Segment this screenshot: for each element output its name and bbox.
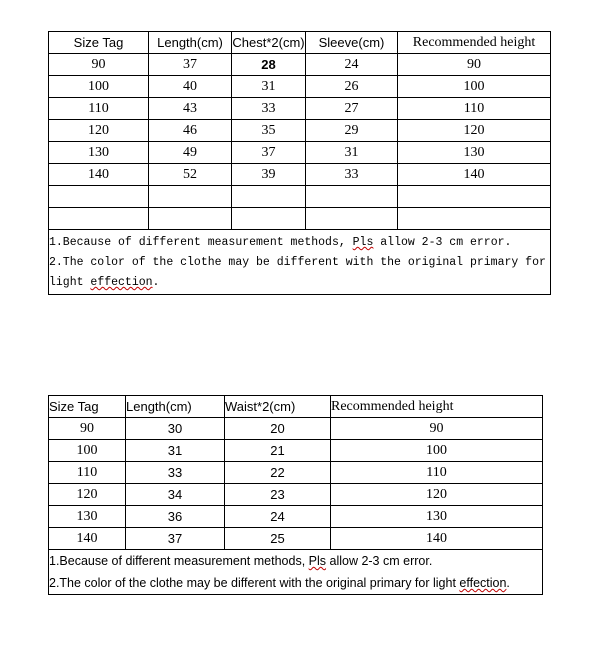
cell-length: 37	[149, 54, 232, 76]
cell-size: 130	[49, 142, 149, 164]
table-row	[49, 76, 551, 98]
note-line-2: 2.The color of the clothe may be different with the original primary for light effection.	[49, 256, 546, 289]
cell-chest: 37	[232, 142, 306, 164]
cell-length: 33	[126, 462, 225, 484]
table-row	[49, 418, 543, 440]
cell-size: 130	[49, 506, 126, 528]
header-row	[49, 396, 543, 418]
cell-length: 36	[126, 506, 225, 528]
cell-height: 120	[398, 120, 551, 142]
cell-height: 140	[398, 164, 551, 186]
header-recommended-height: Recommended height	[331, 396, 543, 418]
empty-cell	[306, 208, 398, 230]
cell-size: 110	[49, 98, 149, 120]
table-row	[49, 54, 551, 76]
header-chest: Chest*2(cm)	[232, 32, 306, 54]
cell-height: 100	[398, 76, 551, 98]
cell-size: 120	[49, 120, 149, 142]
empty-cell	[232, 208, 306, 230]
cell-length: 46	[149, 120, 232, 142]
cell-height: 130	[331, 506, 543, 528]
cell-chest: 28	[232, 54, 306, 76]
table-row	[49, 484, 543, 506]
cell-sleeve: 29	[306, 120, 398, 142]
cell-waist: 25	[225, 528, 331, 550]
cell-height: 100	[331, 440, 543, 462]
header-length: Length(cm)	[149, 32, 232, 54]
header-length: Length(cm)	[126, 396, 225, 418]
cell-length: 37	[126, 528, 225, 550]
cell-height: 90	[398, 54, 551, 76]
empty-row	[49, 186, 551, 208]
cell-size: 90	[49, 418, 126, 440]
note-line-1: 1.Because of different measurement methods, Pls allow 2-3 cm error.	[49, 554, 433, 568]
empty-cell	[149, 208, 232, 230]
notes-row	[49, 230, 551, 295]
empty-row	[49, 208, 551, 230]
table-row	[49, 120, 551, 142]
note-line-1: 1.Because of different measurement methods, Pls allow 2-3 cm error.	[49, 236, 512, 249]
cell-sleeve: 24	[306, 54, 398, 76]
cell-size: 140	[49, 164, 149, 186]
cell-size: 90	[49, 54, 149, 76]
notes-cell	[49, 550, 543, 595]
header-waist: Waist*2(cm)	[225, 396, 331, 418]
cell-length: 31	[126, 440, 225, 462]
note-line-2: 2.The color of the clothe may be different with the original primary for light effection.	[49, 576, 510, 590]
table-row	[49, 506, 543, 528]
cell-length: 30	[126, 418, 225, 440]
size-chart-bottom	[48, 395, 543, 595]
cell-height: 130	[398, 142, 551, 164]
cell-length: 43	[149, 98, 232, 120]
notes-cell	[49, 230, 551, 295]
table-row	[49, 462, 543, 484]
empty-cell	[398, 208, 551, 230]
table-row	[49, 142, 551, 164]
cell-sleeve: 33	[306, 164, 398, 186]
cell-waist: 22	[225, 462, 331, 484]
cell-size: 100	[49, 440, 126, 462]
cell-height: 120	[331, 484, 543, 506]
empty-cell	[232, 186, 306, 208]
table-row	[49, 528, 543, 550]
cell-waist: 24	[225, 506, 331, 528]
cell-length: 49	[149, 142, 232, 164]
empty-cell	[49, 186, 149, 208]
cell-waist: 23	[225, 484, 331, 506]
empty-cell	[398, 186, 551, 208]
size-chart-top	[48, 31, 551, 295]
cell-size: 100	[49, 76, 149, 98]
cell-chest: 35	[232, 120, 306, 142]
cell-size: 140	[49, 528, 126, 550]
header-sleeve: Sleeve(cm)	[306, 32, 398, 54]
table-row	[49, 164, 551, 186]
notes-row	[49, 550, 543, 595]
cell-height: 110	[331, 462, 543, 484]
cell-size: 110	[49, 462, 126, 484]
cell-sleeve: 26	[306, 76, 398, 98]
cell-length: 52	[149, 164, 232, 186]
cell-length: 40	[149, 76, 232, 98]
cell-size: 120	[49, 484, 126, 506]
cell-height: 140	[331, 528, 543, 550]
cell-chest: 31	[232, 76, 306, 98]
cell-height: 90	[331, 418, 543, 440]
header-row	[49, 32, 551, 54]
cell-chest: 39	[232, 164, 306, 186]
cell-waist: 21	[225, 440, 331, 462]
cell-length: 34	[126, 484, 225, 506]
cell-height: 110	[398, 98, 551, 120]
empty-cell	[306, 186, 398, 208]
table-row	[49, 98, 551, 120]
cell-waist: 20	[225, 418, 331, 440]
cell-sleeve: 27	[306, 98, 398, 120]
header-recommended-height: Recommended height	[398, 32, 551, 54]
empty-cell	[49, 208, 149, 230]
empty-cell	[149, 186, 232, 208]
table-row	[49, 440, 543, 462]
header-size-tag: Size Tag	[49, 32, 149, 54]
cell-sleeve: 31	[306, 142, 398, 164]
header-size-tag: Size Tag	[49, 396, 126, 418]
cell-chest: 33	[232, 98, 306, 120]
